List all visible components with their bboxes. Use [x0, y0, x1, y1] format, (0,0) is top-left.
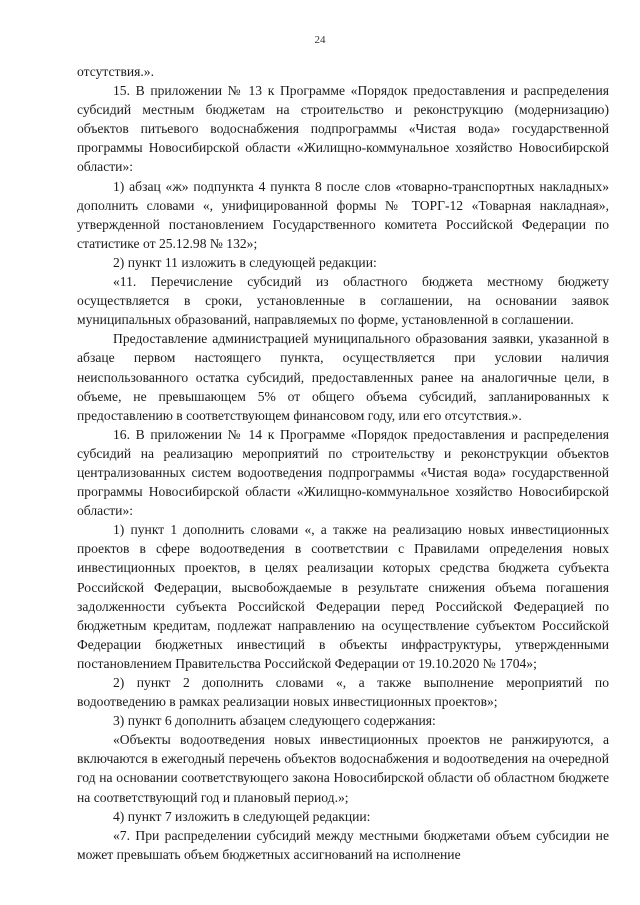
paragraph: «7. При распределении субсидий между местными бюджетами объем субсидии не может превышать объем бюджетных ассигнований на исполнение — [77, 827, 609, 862]
paragraph: 2) пункт 2 дополнить словами «, а также выполнение мероприятий по водоотведению в рамках реализации новых инвестиционных проектов»; — [77, 675, 609, 710]
paragraph: 15. В приложении № 13 к Программе «Порядок предоставления и распределения субсидий местным бюджетам на строительство и реконструкцию (модернизацию) объектов питьевого водоснабжения подпрограммы «Чистая вода» государственной программы Новосибирской области «Жилищно-коммунальное хозяйство Новосибирской области»: — [77, 83, 609, 175]
paragraph: 2) пункт 11 изложить в следующей редакции: — [113, 254, 377, 270]
paragraph: Предоставление администрацией муниципального образования заявки, указанной в абзаце первом настоящего пункта, осуществляется при условии наличия неиспользованного остатка субсидий, предоставленных ранее на аналогичные цели, в объеме, не превышающем 5% от общего объема субсидий, запланированных к предоставлению в соответствующем финансовом году, или его отсутствия.». — [77, 331, 609, 423]
paragraph: «Объекты водоотведения новых инвестиционных проектов не ранжируются, а включаются в ежегодный перечень объектов водоснабжения и водоотведения на очередной год на основании соответствующего закона Новосибирской области об областном бюджете на соответствующий год и плановый период.»; — [77, 732, 609, 805]
paragraph: «11. Перечисление субсидий из областного бюджета местному бюджету осуществляется в сроки, установленные в соглашении, на основании заявок муниципальных образований, направляемых по форме, установленной в соглашении. — [77, 274, 609, 328]
paragraph: 1) абзац «ж» подпункта 4 пункта 8 после слов «товарно-транспортных накладных» дополнить словами «, унифицированной формы № ТОРГ-12 «Товарная накладная», утвержденной постановлением Государственного комитета Российской Федерации по статистике от 25.12.98 № 132»; — [77, 178, 609, 251]
paragraph: 1) пункт 1 дополнить словами «, а также на реализацию новых инвестиционных проектов в сфере водоотведения в соответствии с Правилами определения новых инвестиционных проектов, в целях реализации которых средства бюджета субъекта Российской Федерации, высвобождаемые в результате снижения объема погашения задолженности субъекта Российской Федерации перед Российской Федерацией по бюджетным кредитам, подлежат направлению на осуществление субъектом Российской Федерации бюджетных инвестиций в объекты инфраструктуры, утвержденными постановлением Правительства Российской Федерации от 19.10.2020 № 1704»; — [77, 522, 609, 671]
paragraph: 4) пункт 7 изложить в следующей редакции: — [113, 808, 371, 824]
document-body — [77, 62, 609, 864]
paragraph: 16. В приложении № 14 к Программе «Порядок предоставления и распределения субсидий на реализацию мероприятий по строительству и реконструкции объектов централизованных систем водоотведения подпрограммы «Чистая вода» государственной программы Новосибирской области «Жилищно-коммунальное хозяйство Новосибирской области»: — [77, 426, 609, 519]
page-number: 24 — [314, 34, 326, 46]
paragraph: отсутствия.». — [77, 64, 154, 79]
paragraph: 3) пункт 6 дополнить абзацем следующего содержания: — [113, 713, 436, 729]
